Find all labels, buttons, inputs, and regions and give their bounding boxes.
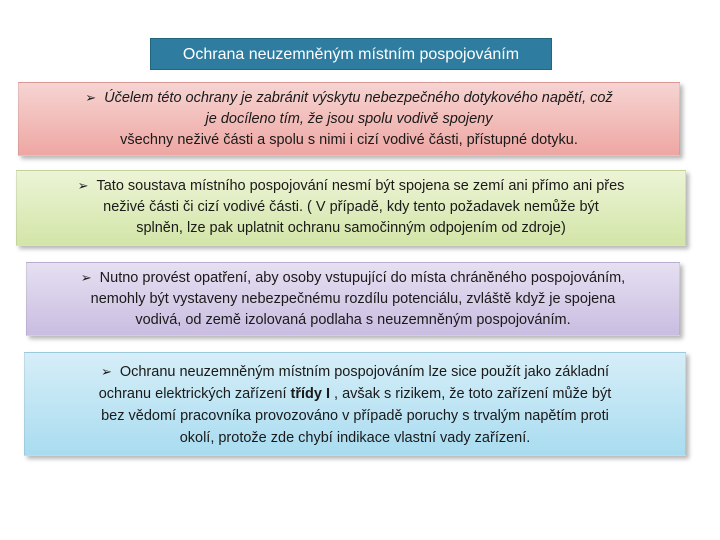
paragraph-text: je docíleno tím, že jsou spolu vodivě spojeny	[205, 111, 493, 127]
paragraph-text: ochranu elektrických zařízení	[98, 386, 291, 402]
paragraph-text: vodivá, od země izolovaná podlaha s neuzemněným pospojováním.	[135, 312, 571, 328]
paragraph-text: nemohly být vystaveny nebezpečnému rozdílu potenciálu, zvláště když je spojena	[90, 291, 616, 307]
paragraph-text: Nutno provést opatření, aby osoby vstupující do místa chráněného pospojováním,	[99, 270, 626, 286]
paragraph-text: bez vědomí pracovníka provozováno v případě poruchy s trvalým napětím proti	[101, 408, 609, 424]
text-line	[35, 383, 675, 405]
paragraph-text: Účelem této ochrany je zabránit výskytu nebezpečného dotykového napětí, což	[104, 90, 613, 106]
paragraph-text: splněn, lze pak uplatnit ochranu samočinným odpojením od zdroje)	[136, 220, 566, 236]
text-box-purpose	[18, 82, 680, 156]
text-line	[29, 87, 669, 109]
text-line	[27, 175, 675, 197]
paragraph-text: všechny neživé části a spolu s nimi i cizí vodivé části, přístupné dotyku.	[120, 132, 578, 148]
text-box-measures	[26, 262, 680, 336]
paragraph-text: Ochranu neuzemněným místním pospojováním lze sice použít jako základní	[119, 364, 610, 380]
slide-title: Ochrana neuzemněným místním pospojováním	[150, 38, 552, 70]
class-label-bold: třídy I	[290, 386, 331, 402]
text-line	[35, 361, 675, 383]
paragraph-text: neživé části či cizí vodivé části. ( V případě, kdy tento požadavek nemůže být	[103, 199, 599, 215]
arrow-bullet-icon: ➢	[80, 270, 92, 285]
text-box-grounding	[16, 170, 686, 246]
arrow-bullet-icon: ➢	[85, 90, 97, 105]
text-box-risk	[24, 352, 686, 456]
paragraph-text: , avšak s rizikem, že toto zařízení může být	[330, 386, 612, 402]
arrow-bullet-icon: ➢	[100, 364, 112, 379]
arrow-bullet-icon: ➢	[77, 178, 89, 193]
text-line	[37, 267, 669, 289]
paragraph-text: Tato soustava místního pospojování nesmí být spojena se zemí ani přímo ani přes	[96, 178, 625, 194]
paragraph-text: okolí, protože zde chybí indikace vlastní vady zařízení.	[179, 430, 531, 446]
